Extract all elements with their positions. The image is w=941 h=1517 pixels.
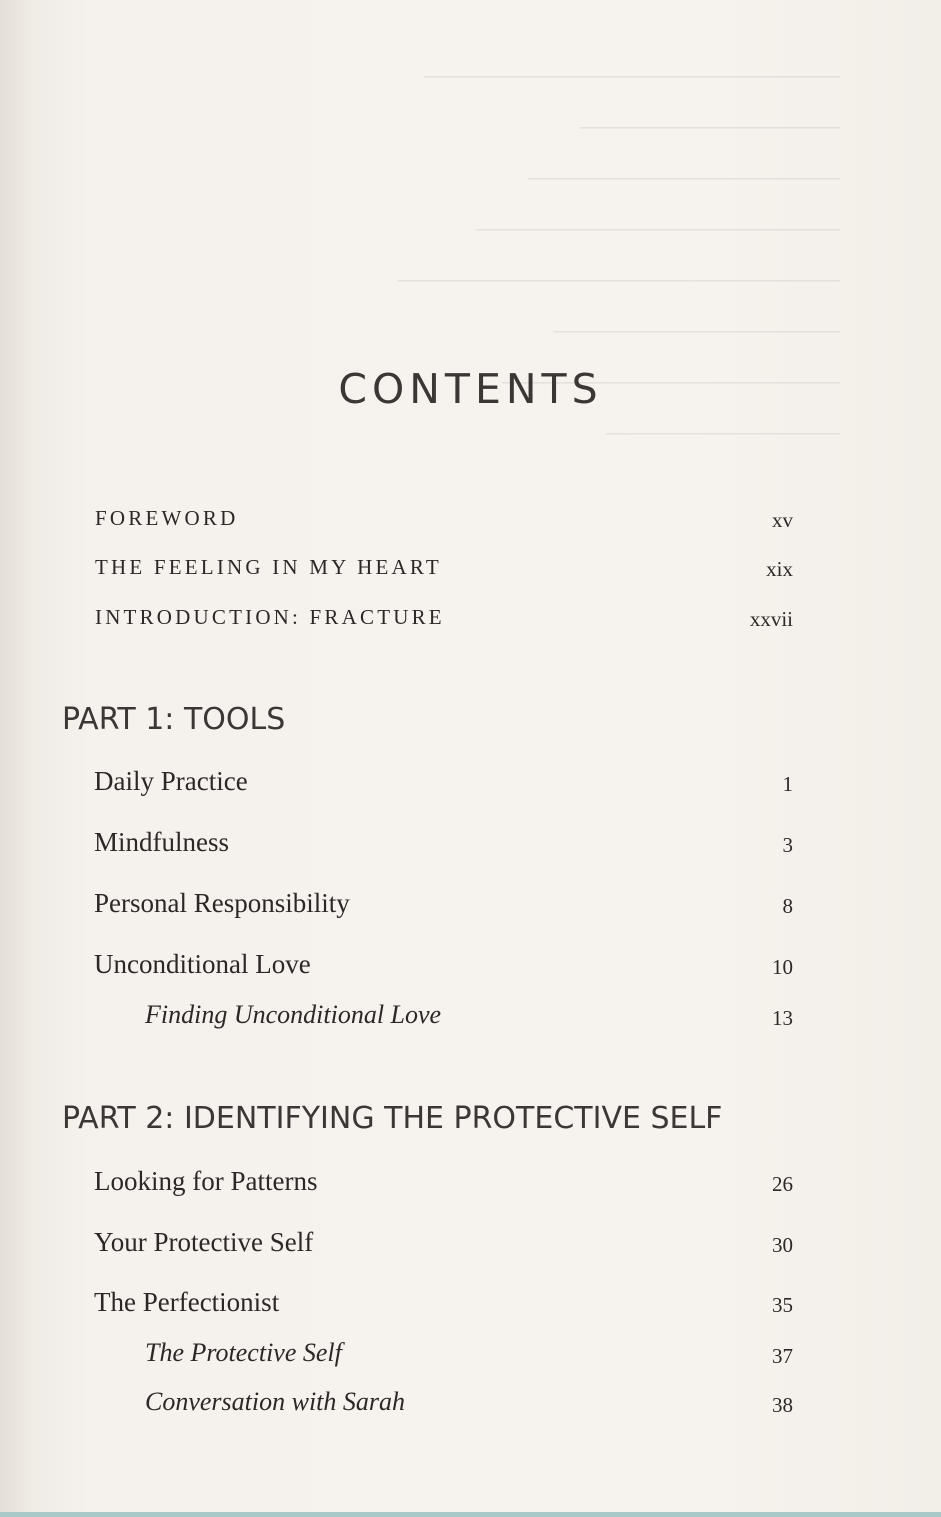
toc-entry-label: Unconditional Love [94, 949, 311, 979]
toc-page-number: 35 [772, 1293, 793, 1317]
toc-entry-label: Personal Responsibility [94, 888, 350, 918]
toc-entry-label: Looking for Patterns [94, 1166, 318, 1196]
toc-entry-front [0, 605, 941, 645]
toc-page-number: 37 [772, 1344, 793, 1368]
toc-entry-label: Finding Unconditional Love [145, 1000, 442, 1029]
show-through-texture: ———————————————— —————————— ———————————— —————————————— ————————————————— ——————————— ————————————— ————————— [398, 60, 840, 446]
toc-entry-front [0, 555, 941, 595]
toc-page-number: 10 [772, 955, 793, 979]
toc-entry-subsection [0, 1338, 941, 1378]
toc-entry-label: Mindfulness [94, 827, 229, 857]
page-title: CONTENTS [338, 365, 603, 414]
toc-entry-chapter [0, 827, 941, 867]
toc-page-number: xxvii [749, 607, 793, 631]
toc-entry-label: INTRODUCTION: FRACTURE [95, 605, 445, 629]
toc-entry-label: Daily Practice [94, 766, 248, 796]
toc-page-number: 26 [772, 1172, 793, 1196]
toc-entry-label: THE FEELING IN MY HEART [95, 555, 442, 579]
part-heading: PART 1: TOOLS [62, 702, 286, 737]
toc-page-number: 8 [782, 894, 793, 918]
toc-page-number: 13 [772, 1006, 793, 1030]
toc-entry-chapter [0, 1227, 941, 1267]
toc-page-number: 38 [772, 1393, 793, 1417]
part-heading: PART 2: IDENTIFYING THE PROTECTIVE SELF [62, 1101, 723, 1136]
toc-entry-chapter [0, 1166, 941, 1206]
toc-entry-front [0, 506, 941, 546]
toc-entry-label: The Protective Self [145, 1338, 342, 1367]
toc-page-number: 1 [782, 772, 793, 796]
toc-entry-label: Your Protective Self [94, 1227, 314, 1257]
toc-entry-label: The Perfectionist [94, 1287, 280, 1317]
toc-entry-chapter [0, 766, 941, 806]
toc-page-number: xix [766, 557, 793, 581]
toc-entry-subsection [0, 1387, 941, 1427]
page-bottom-edge [0, 1512, 941, 1517]
toc-page-number: 3 [782, 833, 793, 857]
toc-page-number: xv [772, 508, 793, 532]
toc-page-number: 30 [772, 1233, 793, 1257]
toc-entry-chapter [0, 949, 941, 989]
toc-entry-label: Conversation with Sarah [145, 1387, 406, 1416]
toc-entry-chapter [0, 888, 941, 928]
toc-entry-subsection [0, 1000, 941, 1040]
toc-entry-chapter [0, 1287, 941, 1327]
toc-entry-label: FOREWORD [95, 506, 239, 530]
